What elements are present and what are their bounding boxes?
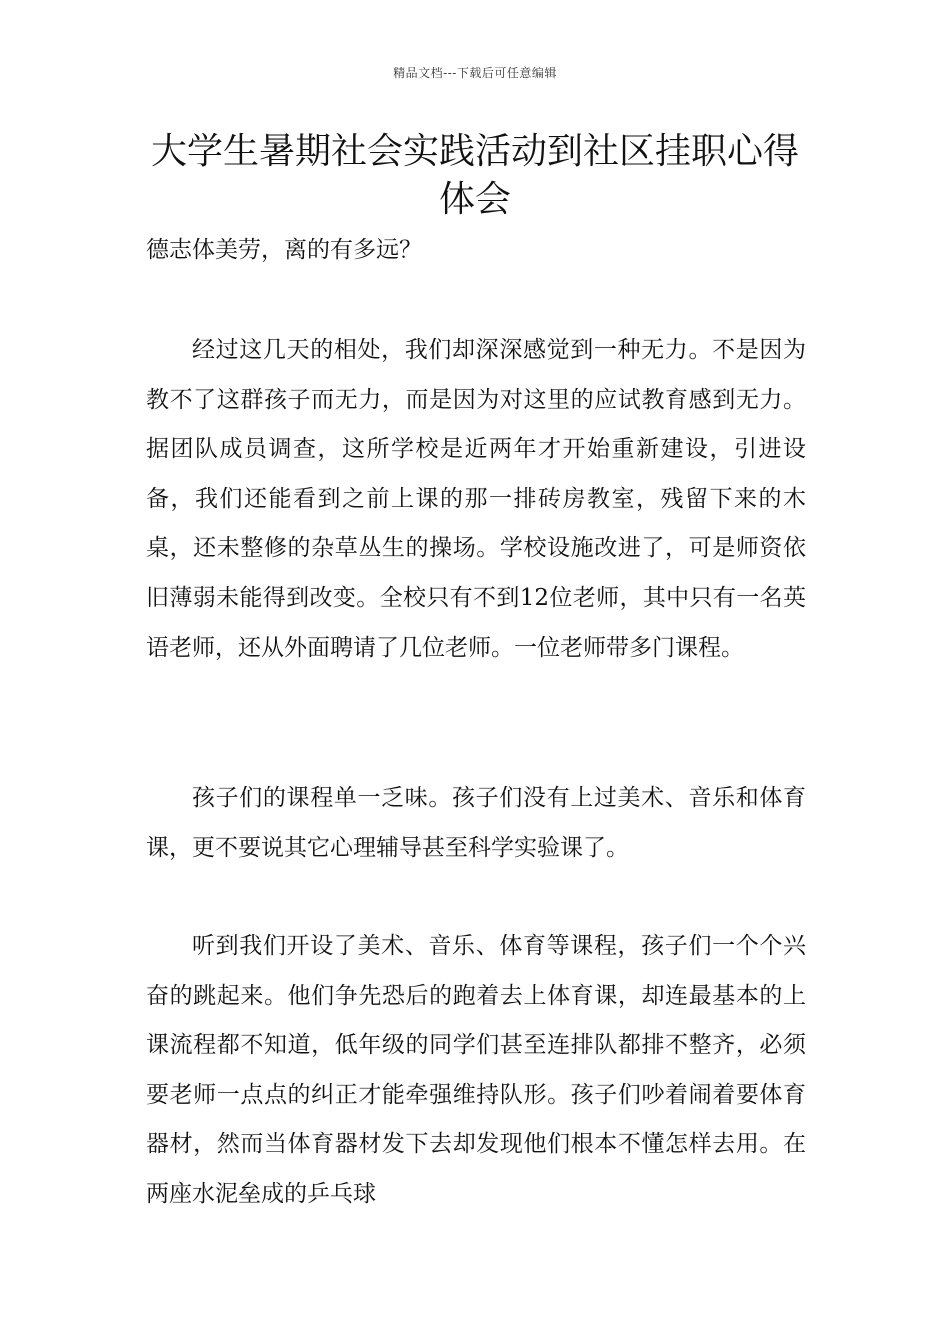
body-paragraph: 孩子们的课程单一乏味。孩子们没有上过美术、音乐和体育课，更不要说其它心理辅导甚至科学实验课了。 — [146, 785, 806, 861]
header-note: 精品文档---下载后可任意编辑 — [393, 66, 557, 80]
document-subtitle: 德志体美劳，离的有多远？ — [146, 237, 422, 263]
body-paragraph: 听到我们开设了美术、音乐、体育等课程，孩子们一个个兴奋的跳起来。他们争先恐后的跑着去上体育课，却连最基本的上课流程都不知道，低年级的同学们甚至连排队都排不整齐，必须要老师一点点的纠正才能牵强维持队形。孩子们吵着闹着要体育器材，然而当体育器材发下去却发现他们根本不懂怎样去用。在两座水泥垒成的乒乓球 — [146, 933, 806, 1207]
document-title: 大学生暑期社会实践活动到社区挂职心得体会 — [150, 131, 799, 220]
body-paragraph: 经过这几天的相处，我们却深深感觉到一种无力。不是因为教不了这群孩子而无力，而是因为对这里的应试教育感到无力。据团队成员调查，这所学校是近两年才开始重新建设，引进设备，我们还能看到之前上课的那一排砖房教室，残留下来的木桌，还未整修的杂草丛生的操场。学校设施改进了，可是师资依旧薄弱未能得到改变。全校只有不到12位老师，其中只有一名英语老师，还从外面聘请了几位老师。一位老师带多门课程。 — [146, 337, 806, 661]
